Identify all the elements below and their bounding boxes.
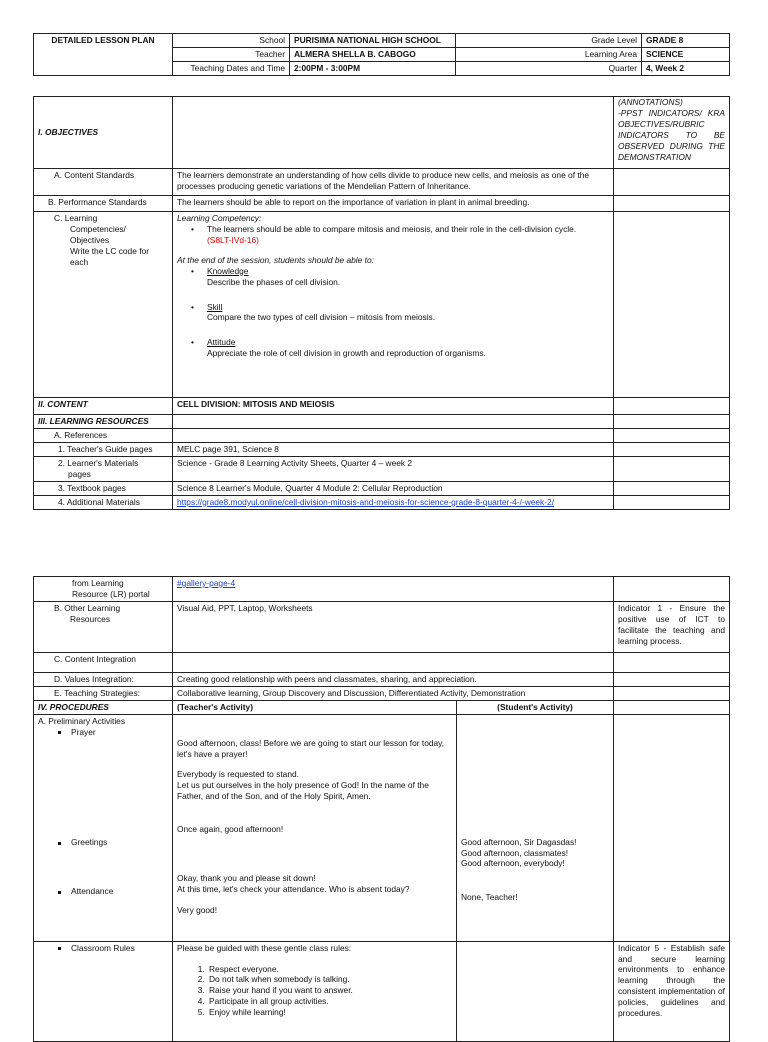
lc-heading: Learning Competency: (177, 213, 262, 223)
other-resources-label: B. Other Learning Resources (34, 601, 173, 652)
procedures-table (33, 576, 730, 1042)
indicator-1-annotation: Indicator 1 - Ensure the positive use of ICT to facilitate the teaching and learning process. (614, 601, 730, 652)
prayer-label: Prayer (38, 727, 168, 738)
lm-value: Science - Grade 8 Learning Activity Sheets, Quarter 4 – week 2 (173, 456, 614, 481)
rules-content: Please be guided with these gentle class rules: 1. Respect everyone. 2. Do not talk when somebody is talking. 3. Raise your hand if you want to answer. 4. Participate in all group activities. 5. Enjoy while learning! (173, 941, 457, 1041)
quarter-label: Quarter (456, 62, 642, 76)
competencies-content (173, 212, 614, 398)
school-label: School (173, 34, 290, 48)
content-integration-label: C. Content Integration (34, 652, 173, 672)
attendance-label: Attendance (38, 886, 168, 897)
dates-label: Teaching Dates and Time (173, 62, 290, 76)
rule-item: 3. Raise your hand if you want to answer. (207, 985, 452, 996)
rule-item: 5. Enjoy while learning! (207, 1007, 452, 1018)
tg-value: MELC page 391, Science 8 (173, 442, 614, 456)
content-standards-label: A. Content Standards (34, 169, 173, 196)
attitude-item: • Attitude Appreciate the role of cell division in growth and reproduction of organisms. (191, 337, 486, 359)
lr-label: from Learning Resource (LR) portal (34, 577, 173, 602)
area-value: SCIENCE (642, 48, 730, 62)
references-label: A. References (34, 428, 173, 442)
additional-materials-link[interactable]: https://grade8.modyul.online/cell-division-mitosis-and-meiosis-for-science-grade-8-quarter-4-/-week-2/ (177, 496, 555, 507)
teacher-label: Teacher (173, 48, 290, 62)
procedures-heading: IV. PROCEDURES (34, 700, 173, 714)
teacher-activity-header: (Teacher's Activity) (173, 700, 457, 714)
annotations-cell (614, 97, 730, 169)
content-heading: II. CONTENT (34, 398, 173, 415)
student-activity-prelim: Good afternoon, Sir Dagasdas! Good afternoon, classmates! Good afternoon, everybody! None, Teacher! (457, 714, 614, 941)
competencies-label: C. Learning Competencies/ Objectives Write the LC code for each (34, 212, 173, 398)
objectives-table (33, 96, 730, 510)
preliminary-labels (34, 714, 173, 941)
teacher-activity-prelim: Good afternoon, class! Before we are going to start our lesson for today, let's have a prayer! Everybody is requested to stand. Let us put ourselves in the holy presence of God! In the name of the Father, and of the Son, and of the Holy Spirit, Amen. Once again, good afternoon! Okay, thank you and please sit down! At this time, let's check your attendance. Who is absent today? Very good! (173, 714, 457, 941)
values-label: D. Values Integration: (34, 672, 173, 686)
lc-code: (S8LT-IVd-16) (207, 234, 259, 245)
skill-item: • Skill Compare the two types of cell division – mitosis from meiosis. (191, 301, 436, 323)
lc-bullet: • The learners should be able to compare mitosis and meiosis, and their role in the cell-division cycle. (S8LT-IVd-16) (191, 223, 577, 245)
performance-standards-label: B. Performance Standards (34, 196, 173, 212)
rule-item: 1. Respect everyone. (207, 964, 452, 975)
student-activity-header: (Student's Activity) (457, 700, 614, 714)
performance-standards-text: The learners should be able to report on the importance of variation in plant in animal breeding. (173, 196, 614, 212)
am-label: 4. Additional Materials (34, 495, 173, 509)
greetings-teacher: Once again, good afternoon! (177, 824, 284, 835)
rules-list (177, 964, 452, 1019)
rule-item: 2. Do not talk when somebody is talking. (207, 974, 452, 985)
area-label: Learning Area (456, 48, 642, 62)
objectives-heading: I. OBJECTIVES (34, 97, 173, 169)
rules-label: Classroom Rules (38, 943, 168, 954)
knowledge-item: • Knowledge Describe the phases of cell division. (191, 265, 341, 287)
lm-label: 2. Learner's Materials pages (34, 456, 173, 481)
rules-label-cell (34, 941, 173, 1041)
grade-label: Grade Level (456, 34, 642, 48)
greetings-label: Greetings (38, 837, 168, 848)
school-value: PURISIMA NATIONAL HIGH SCHOOL (290, 34, 456, 48)
lesson-plan-title: DETAILED LESSON PLAN (34, 34, 173, 76)
attendance-student: None, Teacher! (461, 892, 518, 903)
other-resources-value: Visual Aid, PPT, Laptop, Worksheets (173, 601, 614, 652)
annotation-title: (ANNOTATIONS) (618, 97, 683, 107)
content-standards-text: The learners demonstrate an understanding of how cells divide to produce new cells, and meiosis as one of the processes producing genetic variations of the Mendelian Pattern of Inheritance. (173, 169, 614, 196)
dates-value: 2:00PM - 3:00PM (290, 62, 456, 76)
values-value: Creating good relationship with peers and classmates, sharing, and appreciation. (173, 672, 614, 686)
quarter-value: 4, Week 2 (642, 62, 730, 76)
resources-heading: III. LEARNING RESOURCES (34, 415, 173, 429)
tb-label: 3. Textbook pages (34, 481, 173, 495)
rule-item: 4. Participate in all group activities. (207, 996, 452, 1007)
tb-value: Science 8 Learner's Module, Quarter 4 Module 2: Cellular Reproduction (173, 481, 614, 495)
strategies-label: E. Teaching Strategies: (34, 686, 173, 700)
teacher-value: ALMERA SHELLA B. CABOGO (290, 48, 456, 62)
annotation-text: -PPST INDICATORS/ KRA OBJECTIVES/RUBRIC INDICATORS TO BE OBSERVED DURING THE DEMONSTRATION (618, 107, 725, 162)
lr-portal-link[interactable]: #gallery-page-4 (177, 578, 236, 588)
content-value: CELL DIVISION: MITOSIS AND MEIOSIS (173, 398, 614, 415)
header-table (33, 33, 730, 76)
indicator-5-annotation: Indicator 5 - Establish safe and secure learning environments to enhance learning through the consistent implementation of policies, guidelines and procedures. (614, 941, 730, 1041)
grade-value: GRADE 8 (642, 34, 730, 48)
preliminary-heading: A. Preliminary Activities (38, 715, 126, 726)
end-session-text: At the end of the session, students should be able to: (177, 254, 374, 265)
tg-label: 1. Teacher's Guide pages (34, 442, 173, 456)
strategies-value: Collaborative learning, Group Discovery and Discussion, Differentiated Activity, Demonstration (173, 686, 614, 700)
